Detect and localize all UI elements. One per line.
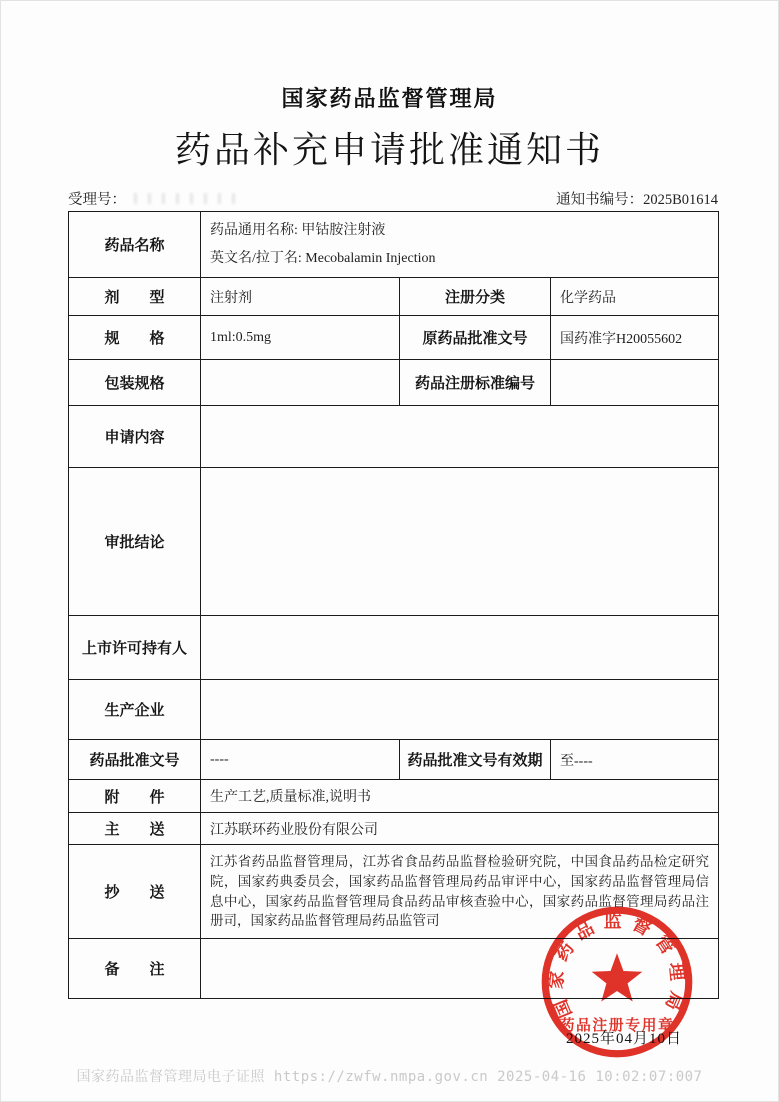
row-value: [201, 616, 719, 680]
row-value: [201, 680, 719, 740]
row-label: 审批结论: [69, 468, 201, 616]
row-value: ----: [201, 740, 400, 780]
agency-name: 国家药品监督管理局: [281, 86, 498, 111]
english-name-line: 英文名/拉丁名: Mecobalamin Injection: [210, 250, 436, 266]
row-label: 上市许可持有人: [69, 616, 201, 680]
row-value: 注射剂: [201, 278, 400, 316]
table-row-attachments: [69, 780, 719, 813]
row-label: 包装规格: [69, 360, 201, 406]
notice-no: [556, 188, 718, 209]
table-row-strength: [69, 316, 719, 360]
row-value: 江苏联环药业股份有限公司: [201, 813, 719, 845]
document-title: 药品补充申请批准通知书: [174, 130, 604, 170]
receipt-no-redacted: [134, 193, 246, 204]
row-label2: 药品批准文号有效期: [400, 740, 551, 780]
table-row-package-spec: [69, 360, 719, 406]
row-value: 生产工艺,质量标准,说明书: [201, 780, 719, 813]
row-label2: 注册分类: [400, 278, 551, 316]
table-row-license-holder: [69, 616, 719, 680]
table-row-manufacturer: [69, 680, 719, 740]
table-row-approval-number: [69, 740, 719, 780]
row-label: 附 件: [69, 780, 201, 813]
approval-table: [68, 211, 719, 999]
notice-no-label: 通知书编号：: [556, 192, 644, 208]
row-label: 规 格: [69, 316, 201, 360]
seal-date: 2025年04月10日: [566, 1031, 683, 1047]
row-value2: 国药准字H20055602: [551, 316, 719, 360]
meta-row: [68, 188, 718, 209]
table-row-drug-name: [69, 212, 719, 278]
footer-certificate-line: 国家药品监督管理局电子证照 https://zwfw.nmpa.gov.cn 2025-04-16 10:02:07:007: [76, 1069, 703, 1085]
row-value: [201, 360, 400, 406]
row-value2: [551, 360, 719, 406]
table-row-application-content: [69, 406, 719, 468]
row-label: 备 注: [69, 939, 201, 999]
row-value2: 至----: [551, 740, 719, 780]
row-label2: 药品注册标准编号: [400, 360, 551, 406]
notice-no-value: 2025B01614: [643, 192, 718, 208]
row-label: 药品名称: [69, 212, 201, 278]
receipt-no: [68, 188, 246, 209]
row-label: 抄 送: [69, 845, 201, 939]
row-label: 剂 型: [69, 278, 201, 316]
table-row-approval-conclusion: [69, 468, 719, 616]
row-label: 主 送: [69, 813, 201, 845]
row-value: 1ml:0.5mg: [201, 316, 400, 360]
seal-star-icon: [592, 953, 643, 1001]
row-value2: 化学药品: [551, 278, 719, 316]
cc-text: 江苏省药品监督管理局，江苏省食品药品监督检验研究院，中国食品药品检定研究院，国家药典委员会，国家药品监督管理局药品审评中心，国家药品监督管理局信息中心，国家药品监督管理局食品药品审核查验中心，国家药品监督管理局药品注册司，国家药品监督管理局药品监管司: [210, 853, 710, 929]
seal-bottom-text: 药品注册专用章: [559, 1018, 675, 1035]
row-label: 生产企业: [69, 680, 201, 740]
row-value: [201, 406, 719, 468]
row-value: [201, 468, 719, 616]
generic-name-line: 药品通用名称: 甲钴胺注射液: [210, 222, 386, 238]
seal-ring-text: 国家药品监督管理局: [545, 911, 689, 1022]
row-label: 申请内容: [69, 406, 201, 468]
receipt-no-label: 受理号：: [68, 192, 126, 208]
row-label: 药品批准文号: [69, 740, 201, 780]
row-label2: 原药品批准文号: [400, 316, 551, 360]
official-seal: [535, 900, 699, 1064]
table-row-main-recipient: [69, 813, 719, 845]
row-value: [201, 212, 719, 278]
table-row-dosage-form: [69, 278, 719, 316]
